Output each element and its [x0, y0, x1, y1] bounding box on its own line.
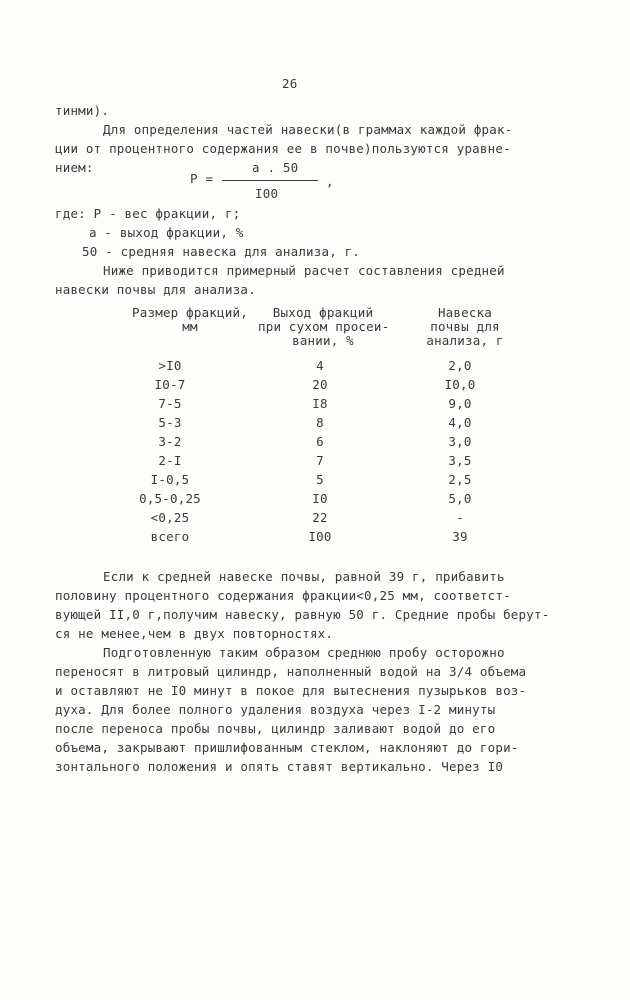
text-line: переносят в литровый цилиндр, наполненный водой на 3/4 объема: [55, 664, 527, 679]
cell-yield: I0: [312, 491, 328, 506]
cell-size: <0,25: [150, 510, 190, 525]
cell-portion: 3,0: [448, 434, 472, 449]
cell-portion: 39: [452, 529, 468, 544]
page-number: 26: [282, 76, 298, 91]
cell-size: 0,5-0,25: [139, 491, 201, 506]
text-line: ся не менее,чем в двух повторностях.: [55, 626, 334, 641]
formula-trail: ,: [326, 174, 334, 189]
text-line: вующей II,0 г,получим навеску, равную 50 г. Средние пробы берут-: [55, 607, 550, 622]
cell-size: >I0: [158, 358, 182, 373]
cell-yield: 8: [316, 415, 324, 430]
cell-yield: 5: [316, 472, 324, 487]
text-line: нием:: [55, 160, 94, 175]
cell-portion: 2,5: [448, 472, 472, 487]
text-line: половину процентного содержания фракции<0,25 мм, соответст-: [55, 588, 511, 603]
cell-yield: 7: [316, 453, 324, 468]
table-header-portion: Навеска почвы для анализа, г: [426, 305, 504, 348]
cell-portion: -: [456, 510, 464, 525]
cell-size: 5-3: [158, 415, 182, 430]
cell-yield: I00: [308, 529, 332, 544]
cell-size: всего: [150, 529, 190, 544]
text-line: Для определения частей навески(в граммах каждой фрак-: [103, 122, 513, 137]
cell-yield: 22: [312, 510, 328, 525]
text-line: Если к средней навеске почвы, равной 39 г, прибавить: [103, 569, 505, 584]
cell-yield: 6: [316, 434, 324, 449]
formula-lhs: Р =: [190, 171, 214, 186]
cell-size: 7-5: [158, 396, 182, 411]
text-line: духа. Для более полного удаления воздуха через I-2 минуты: [55, 702, 496, 717]
text-line: Подготовленную таким образом среднюю пробу осторожно: [103, 645, 505, 660]
text-line: навески почвы для анализа.: [55, 282, 256, 297]
text-line: ции от процентного содержания ее в почве)пользуются уравне-: [55, 141, 511, 156]
cell-size: I-0,5: [150, 472, 190, 487]
cell-portion: I0,0: [444, 377, 476, 392]
text-line: объема, закрывают пришлифованным стеклом, наклоняют до гори-: [55, 740, 519, 755]
table-header-yield: Выход фракций при сухом просеи- вании, %: [258, 305, 390, 348]
cell-portion: 4,0: [448, 415, 472, 430]
cell-yield: 4: [316, 358, 324, 373]
text-line: Ниже приводится примерный расчет составления средней: [103, 263, 505, 278]
text-line: тинми).: [55, 103, 110, 118]
formula-denominator: I00: [255, 186, 279, 201]
text-line: после переноса пробы почвы, цилиндр заливают водой до его: [55, 721, 496, 736]
cell-yield: 20: [312, 377, 328, 392]
cell-portion: 2,0: [448, 358, 472, 373]
cell-portion: 5,0: [448, 491, 472, 506]
text-line: и оставляют не I0 минут в покое для вытеснения пузырьков воз-: [55, 683, 527, 698]
table-header-size: Размер фракций, мм: [132, 305, 248, 334]
text-line: зонтального положения и опять ставят вертикально. Через I0: [55, 759, 504, 774]
cell-yield: I8: [312, 396, 328, 411]
fraction-bar: [222, 180, 318, 181]
cell-size: 2-I: [158, 453, 182, 468]
formula-numerator: а . 50: [252, 160, 299, 175]
cell-size: 3-2: [158, 434, 182, 449]
text-line: где: Р - вес фракции, г;: [55, 206, 241, 221]
text-line: а - выход фракции, %: [89, 225, 244, 240]
cell-portion: 3,5: [448, 453, 472, 468]
cell-portion: 9,0: [448, 396, 472, 411]
cell-size: I0-7: [154, 377, 186, 392]
text-line: 50 - средняя навеска для анализа, г.: [82, 244, 361, 259]
